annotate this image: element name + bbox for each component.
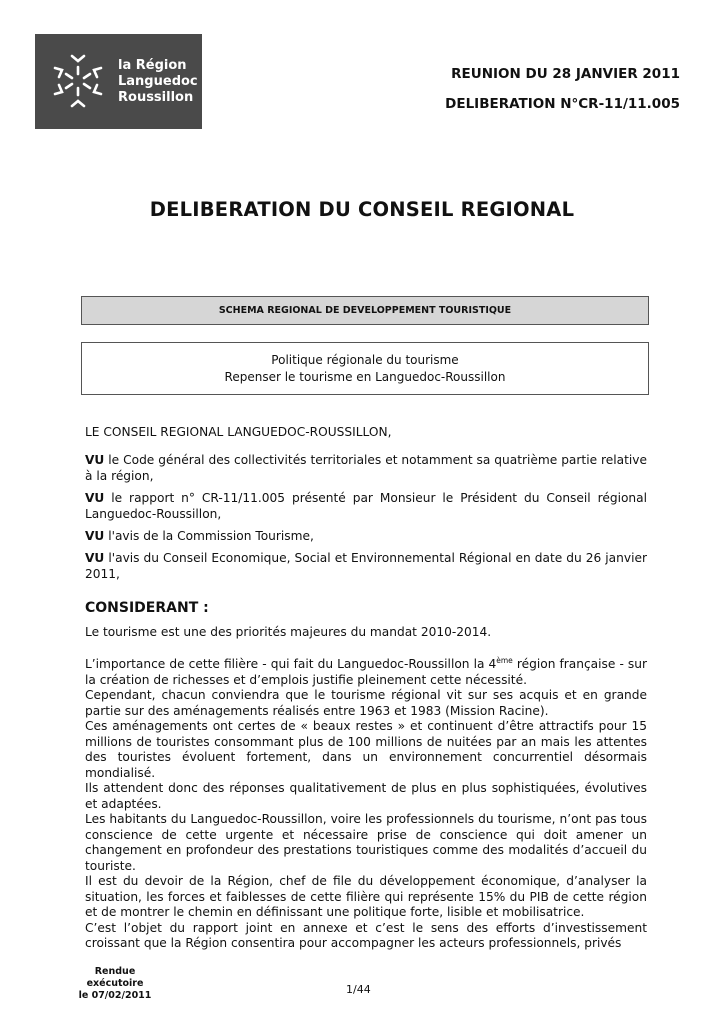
vu-text: le Code général des collectivités territoriales et notamment sa quatrième partie relative à la région,: [85, 453, 647, 483]
vu-item: [85, 529, 647, 545]
vu-text: le rapport n° CR-11/11.005 présenté par Monsieur le Président du Conseil régional Languedoc-Roussillon,: [85, 491, 647, 521]
subject-box: [81, 342, 649, 395]
vu-item: [85, 491, 647, 522]
logo-line-3: Roussillon: [118, 90, 194, 105]
vu-label: VU: [85, 529, 105, 543]
considerant-text: [85, 653, 647, 952]
meeting-date: REUNION DU 28 JANVIER 2011: [451, 66, 680, 82]
vu-item: [85, 453, 647, 484]
importance-text-b: région française - sur la création de richesses et d’emplois justifie pleinement cette nécessité.: [85, 657, 648, 687]
deliberation-number: DELIBERATION N°CR-11/11.005: [445, 96, 680, 112]
snowflake-logo-icon: [45, 48, 111, 114]
paragraph: Cependant, chacun conviendra que le tourisme régional vit sur ses acquis et en grande partie sur des aménagements réalisés entre 1963 et 1983 (Mission Racine).: [85, 688, 647, 718]
document-title: DELIBERATION DU CONSEIL REGIONAL: [149, 198, 575, 221]
importance-superscript: ème: [496, 656, 513, 665]
paragraph: C’est l’objet du rapport joint en annexe et c’est le sens des efforts d’investissement croissant que la Région consentira pour accompagner les acteurs professionnels, privés: [85, 920, 647, 951]
vu-text: l'avis de la Commission Tourisme,: [104, 529, 314, 543]
vu-text: l'avis du Conseil Economique, Social et Environnemental Régional en date du 26 janvier 2011,: [85, 551, 647, 581]
council-heading: LE CONSEIL REGIONAL LANGUEDOC-ROUSSILLON,: [85, 425, 392, 439]
vu-item: [85, 551, 647, 582]
footer-executory: Rendue exécutoire: [86, 966, 144, 989]
footer-stamp: [70, 966, 160, 1002]
footer-date: le 07/02/2011: [78, 990, 152, 1001]
importance-text-a: L’importance de cette filière - qui fait du Languedoc-Roussillon la 4: [85, 657, 497, 672]
paragraph: Ils attendent donc des réponses qualitativement de plus en plus sophistiquées, évolutives et adaptées.: [85, 781, 647, 811]
considerant-heading: CONSIDERANT :: [85, 600, 209, 616]
importance-paragraph: [85, 653, 647, 688]
subject-line-2: Repenser le tourisme en Languedoc-Roussillon: [224, 370, 506, 384]
scheme-box: SCHEMA REGIONAL DE DEVELOPPEMENT TOURISTIQUE: [81, 296, 649, 325]
subject-line-1: Politique régionale du tourisme: [271, 353, 459, 367]
region-logo: [35, 34, 202, 129]
logo-line-2: Languedoc: [118, 74, 198, 89]
paragraph: Les habitants du Languedoc-Roussillon, voire les professionnels du tourisme, n’ont pas tous conscience de cette urgente et nécessaire prise de conscience qui doit amener un changement en profondeur des prestations touristiques comme des modalités d’accueil du touriste.: [85, 812, 647, 873]
priority-paragraph: Le tourisme est une des priorités majeures du mandat 2010-2014.: [85, 625, 492, 639]
paragraph: Ces aménagements ont certes de « beaux restes » et continuent d’être attractifs pour 15 millions de touristes consommant plus de 100 millions de nuitées par an mais les attentes des touristes évoluent fortement, dans un environnement concurrentiel désormais mondialisé.: [85, 719, 647, 780]
vu-label: VU: [85, 453, 105, 467]
page-number: 1/44: [346, 983, 371, 996]
vu-label: VU: [85, 551, 105, 565]
vu-label: VU: [85, 491, 105, 505]
paragraph: Il est du devoir de la Région, chef de file du développement économique, d’analyser la situation, les forces et faiblesses de cette filière qui représente 15% du PIB de cette région et de montrer le chemin en définissant une politique forte, lisible et mobilisatrice.: [85, 874, 647, 920]
logo-line-1: la Région: [118, 58, 187, 73]
